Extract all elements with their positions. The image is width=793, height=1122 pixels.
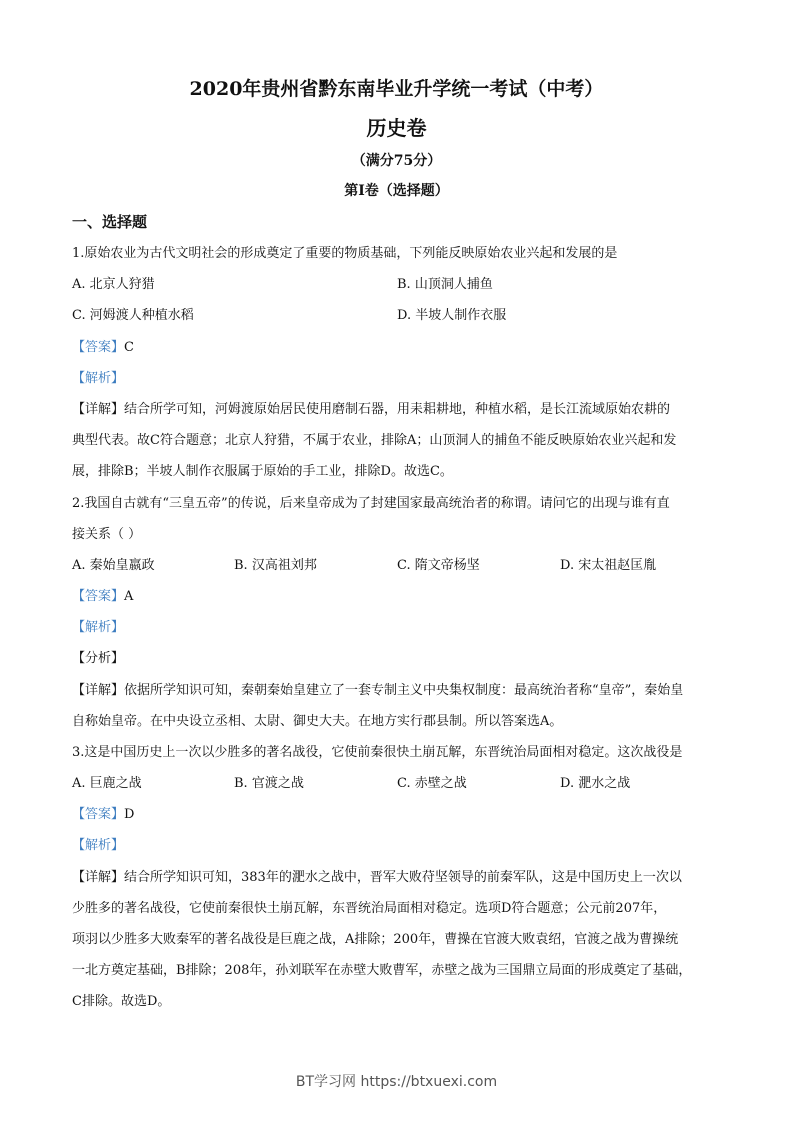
volume-heading: 第Ⅰ卷（选择题） [344,183,449,199]
q1-option-c: C. 河姆渡人种植水稻 [72,308,194,323]
answer-value: A [124,589,134,604]
q3-option-a: A. 巨鹿之战 [72,776,142,791]
exam-title: 2020年贵州省黔东南毕业升学统一考试（中考） [189,78,604,100]
q1-detail-line: 展，排除B；半坡人制作衣服属于原始的手工业，排除D。故选C。 [72,464,453,479]
q3-detail-line: 少胜多的著名战役，它使前秦很快土崩瓦解，东晋统治局面相对稳定。选项D符合题意；公元前207年， [72,901,667,916]
q3-analysis-label: 【解析】 [72,838,125,853]
answer-label: 【答案】 [72,807,125,822]
q1-option-d: D. 半坡人制作衣服 [397,308,507,323]
answer-value: C [124,340,134,355]
q2-detail-line: 自称始皇帝。在中央设立丞相、太尉、御史大夫。在地方实行郡县制。所以答案选A。 [72,714,563,729]
answer-value: D [124,807,135,822]
total-score: （满分75分） [351,153,442,169]
q3-detail-line: 一北方奠定基础，B排除；208年，孙刘联军在赤壁大败曹军，赤壁之战为三国鼎立局面的形成奠定了基础， [72,963,692,978]
question-2-stem: 接关系（ ） [72,527,142,542]
q3-detail-line: 【详解】结合所学知识可知，383年的淝水之战中，晋军大败苻坚领导的前秦军队，这是中国历史上一次以 [72,870,682,885]
q3-detail-line: 项羽以少胜多大败秦军的著名战役是巨鹿之战，A排除；200年，曹操在官渡大败袁绍，官渡之战为曹操统 [72,932,679,947]
q1-detail-line: 【详解】结合所学可知，河姆渡原始居民使用磨制石器，用耒耜耕地，种植水稻，是长江流域原始农耕的 [72,402,671,417]
q1-detail-line: 典型代表。故C符合题意；北京人狩猎，不属于农业，排除A；山顶洞人的捕鱼不能反映原始农业兴起和发 [72,433,677,448]
question-1-stem: 1.原始农业为古代文明社会的形成奠定了重要的物质基础，下列能反映原始农业兴起和发展的是 [72,246,618,261]
q2-extra-label: 【分析】 [72,651,125,666]
q3-answer [72,806,134,824]
q3-option-b: B. 官渡之战 [234,776,304,791]
question-2-stem: 2.我国自古就有“三皇五帝”的传说，后来皇帝成为了封建国家最高统治者的称谓。请问它的出现与谁有直 [72,496,670,511]
q2-detail-line: 【详解】依据所学知识可知，秦朝秦始皇建立了一套专制主义中央集权制度：最高统治者称“皇帝”，秦始皇 [72,683,684,698]
q2-option-b: B. 汉高祖刘邦 [234,558,317,573]
q1-analysis-label: 【解析】 [72,371,125,386]
section-heading: 一、选择题 [72,213,148,231]
question-3-stem: 3.这是中国历史上一次以少胜多的著名战役，它使前秦很快土崩瓦解，东晋统治局面相对稳定。这次战役是 [72,745,683,760]
q3-option-d: D. 淝水之战 [560,776,631,791]
q2-option-c: C. 隋文帝杨坚 [397,558,480,573]
q3-option-c: C. 赤壁之战 [397,776,467,791]
q2-answer [72,588,133,606]
answer-label: 【答案】 [72,589,125,604]
q1-option-a: A. 北京人狩猎 [72,277,155,292]
q2-option-d: D. 宋太祖赵匡胤 [560,558,657,573]
q2-option-a: A. 秦始皇嬴政 [72,558,155,573]
answer-label: 【答案】 [72,340,125,355]
q1-answer [72,339,134,357]
footer-watermark: BT学习网 https://btxuexi.com [295,1074,498,1090]
q3-detail-line: C排除。故选D。 [72,994,171,1009]
q1-option-b: B. 山顶洞人捕鱼 [397,277,493,292]
exam-subtitle: 历史卷 [366,116,427,140]
q2-analysis-label: 【解析】 [72,620,125,635]
